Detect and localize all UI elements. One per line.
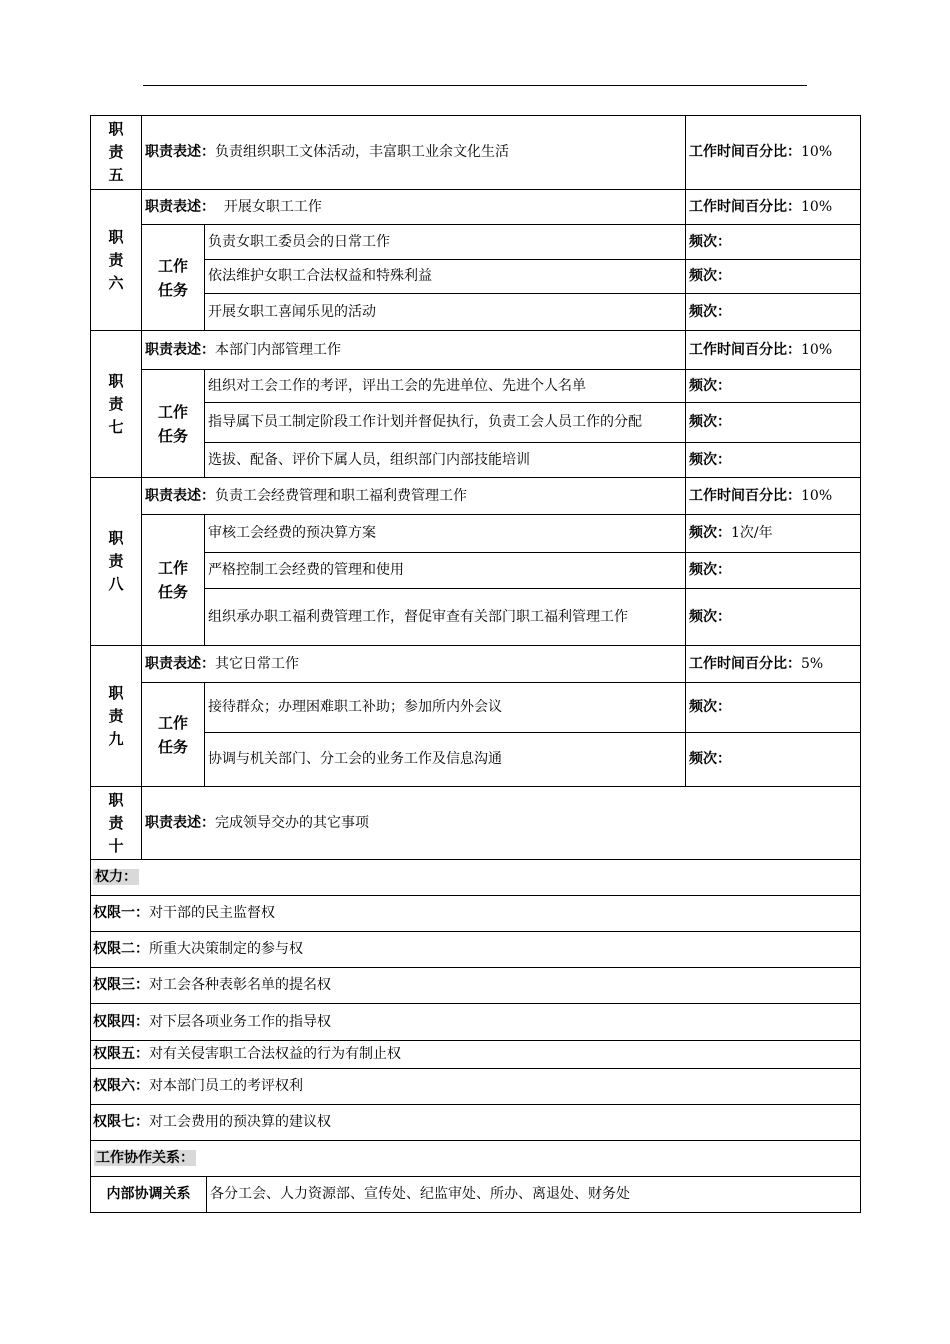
duty-8-task-label: 工作 任务	[142, 515, 205, 646]
duty-6-label: 职 责 六	[91, 190, 142, 331]
duty-9-time: 工作时间百分比：5%	[686, 646, 861, 683]
power-item: 权限六：对本部门员工的考评权利	[91, 1069, 861, 1105]
duty-9-task-1: 接待群众；办理困难职工补助；参加所内外会议	[205, 683, 686, 733]
header-rule	[143, 85, 807, 86]
duty-8-row	[91, 478, 861, 515]
duty-9-task-2: 协调与机关部门、分工会的业务工作及信息沟通	[205, 733, 686, 787]
power-item: 权限四：对下层各项业务工作的指导权	[91, 1004, 861, 1041]
duty-6-task-label: 工作 任务	[142, 225, 205, 331]
duty-5-desc: 职责表述：负责组织职工文体活动，丰富职工业余文化生活	[142, 116, 686, 190]
duty-7-task-1: 组织对工会工作的考评，评出工会的先进单位、先进个人名单	[205, 370, 686, 403]
internal-label: 内部协调关系	[91, 1177, 207, 1213]
duty-7-row	[91, 331, 861, 370]
duty-6-task-3: 开展女职工喜闻乐见的活动	[205, 294, 686, 331]
duty-6-freq-3: 频次：	[686, 294, 861, 331]
duty-10-label: 职 责 十	[91, 787, 142, 860]
duty-9-task-row	[91, 683, 861, 733]
duty-8-label: 职 责 八	[91, 478, 142, 646]
duty-10-row	[91, 787, 861, 860]
duty-7-label: 职 责 七	[91, 331, 142, 478]
duty-6-task-1: 负责女职工委员会的日常工作	[205, 225, 686, 260]
duty-8-task-2: 严格控制工会经费的管理和使用	[205, 553, 686, 589]
duty-7-task-row	[91, 370, 861, 403]
duty-6-task-2: 依法维护女职工合法权益和特殊利益	[205, 260, 686, 294]
duty-9-row	[91, 646, 861, 683]
duty-6-task-row	[91, 225, 861, 260]
duty-8-freq-3: 频次：	[686, 589, 861, 646]
power-item: 权限一：对干部的民主监督权	[91, 896, 861, 932]
internal-value: 各分工会、人力资源部、宣传处、纪监审处、所办、离退处、财务处	[207, 1177, 861, 1213]
duty-6-task-row	[91, 260, 861, 294]
power-item: 权限五：对有关侵害职工合法权益的行为有制止权	[91, 1041, 861, 1069]
duty-7-task-2: 指导属下员工制定阶段工作计划并督促执行，负责工会人员工作的分配	[205, 403, 686, 443]
duty-7-task-row	[91, 403, 861, 443]
duty-8-task-row	[91, 589, 861, 646]
duties-table	[90, 115, 861, 860]
collab-table	[90, 1140, 861, 1213]
duty-8-task-1: 审核工会经费的预决算方案	[205, 515, 686, 553]
duty-6-row	[91, 190, 861, 225]
powers-table	[90, 859, 861, 1141]
duty-7-freq-3: 频次：	[686, 443, 861, 478]
duty-8-desc: 职责表述：负责工会经费管理和职工福利费管理工作	[142, 478, 686, 515]
duty-9-desc: 职责表述：其它日常工作	[142, 646, 686, 683]
duty-6-time: 工作时间百分比：10%	[686, 190, 861, 225]
duty-8-time: 工作时间百分比：10%	[686, 478, 861, 515]
duty-6-task-row	[91, 294, 861, 331]
power-item: 权限三：对工会各种表彰名单的提名权	[91, 968, 861, 1004]
duty-9-freq-1: 频次：	[686, 683, 861, 733]
duty-7-desc: 职责表述：本部门内部管理工作	[142, 331, 686, 370]
collab-title: 工作协作关系：	[91, 1141, 861, 1177]
duty-9-task-label: 工作 任务	[142, 683, 205, 787]
duty-10-desc: 职责表述：完成领导交办的其它事项	[142, 787, 861, 860]
duty-9-task-row	[91, 733, 861, 787]
duty-9-freq-2: 频次：	[686, 733, 861, 787]
duty-5-time: 工作时间百分比：10%	[686, 116, 861, 190]
duty-5-row	[91, 116, 861, 190]
duty-7-time: 工作时间百分比：10%	[686, 331, 861, 370]
powers-title: 权力：	[91, 860, 861, 896]
duty-9-label: 职 责 九	[91, 646, 142, 787]
duty-6-freq-1: 频次：	[686, 225, 861, 260]
duty-7-freq-1: 频次：	[686, 370, 861, 403]
duty-7-task-label: 工作 任务	[142, 370, 205, 478]
duty-7-freq-2: 频次：	[686, 403, 861, 443]
duty-6-desc: 职责表述： 开展女职工工作	[142, 190, 686, 225]
duty-5-label: 职 责 五	[91, 116, 142, 190]
duty-7-task-row	[91, 443, 861, 478]
duty-7-task-3: 选拔、配备、评价下属人员，组织部门内部技能培训	[205, 443, 686, 478]
power-item: 权限二：所重大决策制定的参与权	[91, 932, 861, 968]
duty-8-task-row	[91, 553, 861, 589]
duty-6-freq-2: 频次：	[686, 260, 861, 294]
duty-8-task-3: 组织承办职工福利费管理工作，督促审查有关部门职工福利管理工作	[205, 589, 686, 646]
duty-8-freq-1: 频次：1次/年	[686, 515, 861, 553]
duty-8-freq-2: 频次：	[686, 553, 861, 589]
duty-8-task-row	[91, 515, 861, 553]
power-item: 权限七：对工会费用的预决算的建议权	[91, 1105, 861, 1141]
